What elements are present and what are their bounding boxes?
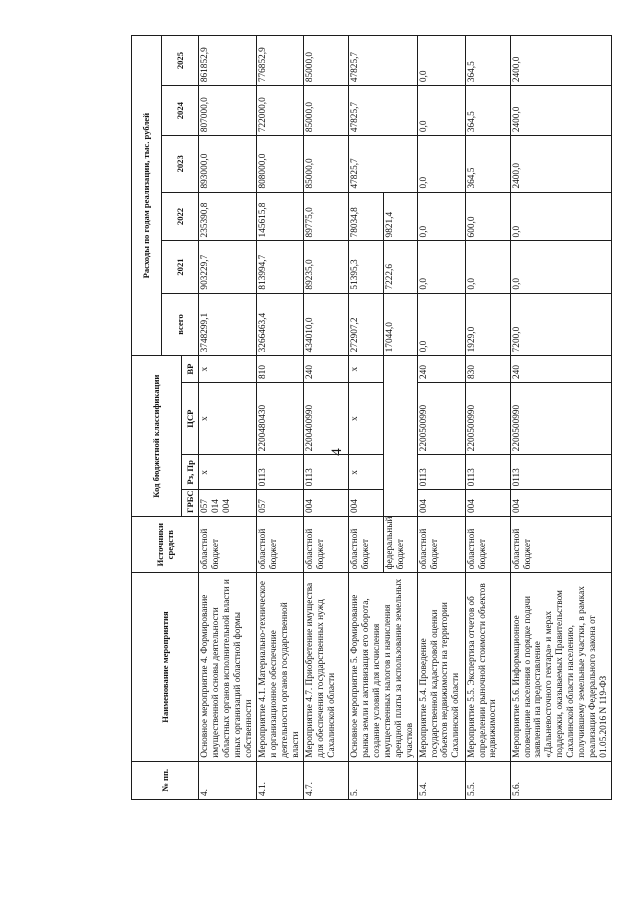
cell-name: Мероприятие 4.7. Приобретение имущества для обеспечения государственных нужд Сахалинской области <box>303 573 348 761</box>
cell-no: 5. <box>348 761 417 799</box>
cell-csr: 2200500990 <box>417 382 465 454</box>
cell-2021: 89235,0 <box>303 241 348 293</box>
cell-2024: 0,0 <box>417 86 465 136</box>
cell-vr: 240 <box>303 356 348 383</box>
cell-vr: 240 <box>510 356 612 383</box>
cell-grbs: 004 <box>510 490 612 517</box>
cell-source: областной бюджет <box>417 517 465 573</box>
cell-csr: х <box>199 382 257 454</box>
header-name: Наименование мероприятия <box>132 573 199 761</box>
table-row <box>303 36 348 800</box>
header-expenses-group: Расходы по годам реализации, тыс. рублей <box>132 36 162 356</box>
header-source: Источники средств <box>132 517 199 573</box>
cell-vr: х <box>199 356 257 383</box>
cell-2023: 364,5 <box>465 136 510 192</box>
cell-2022: 600,0 <box>465 192 510 241</box>
cell-name: Мероприятие 4.1. Материально-техническое и организационное обеспечение деятельности органов государственной власти <box>256 573 303 761</box>
cell-source: областной бюджет <box>199 517 257 573</box>
cell-2025: 364,5 <box>465 36 510 86</box>
header-csr: ЦСР <box>182 382 199 454</box>
cell-total: 272907,2 <box>348 293 383 356</box>
cell-no: 4. <box>199 761 257 799</box>
header-2022: 2022 <box>162 192 199 241</box>
header-total: всего <box>162 293 199 356</box>
cell-source: областной бюджет <box>303 517 348 573</box>
cell-vr: 830 <box>465 356 510 383</box>
cell-2021: 0,0 <box>510 241 612 293</box>
cell-name: Мероприятие 5.6. Информационное оповещение населения о порядке подачи заявлений на предоставление «Дальневосточного гектара» и мерах поддержки, оказываемых Правительством Сахалинской области населению, получившему земельные участки, в рамках реализации Федерального закона от 01.05.2016 N 119-ФЗ <box>510 573 612 761</box>
table-row <box>199 36 257 800</box>
cell-name: Основное мероприятие 4. Формирование имущественной основы деятельности областных органов исполнительной власти и иных организаций областной формы собственности <box>199 573 257 761</box>
cell-total: 3266463,4 <box>256 293 303 356</box>
cell-total: 0,0 <box>417 293 465 356</box>
cell-no: 4.7. <box>303 761 348 799</box>
cell-2023: 47825,7 <box>348 136 417 192</box>
cell-2023: 85000,0 <box>303 136 348 192</box>
header-2024: 2024 <box>162 86 199 136</box>
cell-csr: 2200500990 <box>465 382 510 454</box>
cell-2025: 47825,7 <box>348 36 417 86</box>
cell-2022: 78034,8 <box>348 192 383 241</box>
cell-2025: 2400,0 <box>510 36 612 86</box>
cell-total: 7200,0 <box>510 293 612 356</box>
cell-total: 3748299,1 <box>199 293 257 356</box>
cell-csr: 2200400990 <box>303 382 348 454</box>
table-row <box>465 36 510 800</box>
cell-2021: 813994,7 <box>256 241 303 293</box>
cell-2021: 7222,6 <box>383 241 417 293</box>
cell-rzpr: 0113 <box>465 455 510 490</box>
header-grbs: ГРБС <box>182 490 199 517</box>
cell-code-empty <box>383 356 417 517</box>
cell-2024: 2400,0 <box>510 86 612 136</box>
cell-2022: 145615,8 <box>256 192 303 241</box>
cell-source: областной бюджет <box>510 517 612 573</box>
cell-vr: 240 <box>417 356 465 383</box>
cell-source: областной бюджет <box>256 517 303 573</box>
header-no: № пп. <box>132 761 199 799</box>
table-row <box>417 36 465 800</box>
cell-csr: х <box>348 382 383 454</box>
cell-rzpr: х <box>348 455 383 490</box>
table-row <box>348 36 383 800</box>
table-header <box>132 36 199 800</box>
header-code-group: Код бюджетной классификации <box>132 356 182 517</box>
cell-2021: 0,0 <box>417 241 465 293</box>
cell-grbs: 004 <box>348 490 383 517</box>
cell-2022: 9821,4 <box>383 192 417 241</box>
cell-2021: 51395,3 <box>348 241 383 293</box>
cell-source: областной бюджет <box>465 517 510 573</box>
cell-2021: 0,0 <box>465 241 510 293</box>
cell-csr: 2200480430 <box>256 382 303 454</box>
cell-2024: 85000,0 <box>303 86 348 136</box>
cell-csr: 2200500990 <box>510 382 612 454</box>
cell-rzpr: х <box>199 455 257 490</box>
cell-source: областной бюджет <box>348 517 383 573</box>
table-row <box>510 36 612 800</box>
cell-2024: 47825,7 <box>348 86 417 136</box>
cell-2025: 0,0 <box>417 36 465 86</box>
cell-no: 5.6. <box>510 761 612 799</box>
cell-2022: 0,0 <box>510 192 612 241</box>
cell-2023: 808000,0 <box>256 136 303 192</box>
header-2025: 2025 <box>162 36 199 86</box>
cell-2025: 776852,9 <box>256 36 303 86</box>
cell-no: 4.1. <box>256 761 303 799</box>
cell-grbs: 057 <box>256 490 303 517</box>
cell-name: Мероприятие 5.5. Экспертиза отчетов об определении рыночной стоимости объектов недвижимости <box>465 573 510 761</box>
cell-2023: 0,0 <box>417 136 465 192</box>
header-2023: 2023 <box>162 136 199 192</box>
cell-no: 5.5. <box>465 761 510 799</box>
page-number: 4 <box>329 448 345 456</box>
header-rzpr: Рз, Пр <box>182 455 199 490</box>
cell-rzpr: 0113 <box>303 455 348 490</box>
cell-grbs: 004 <box>417 490 465 517</box>
budget-table-container <box>131 35 610 800</box>
cell-rzpr: 0113 <box>510 455 612 490</box>
cell-2022: 0,0 <box>417 192 465 241</box>
cell-grbs: 004 <box>303 490 348 517</box>
cell-total: 17044,0 <box>383 293 417 356</box>
cell-2025: 85000,0 <box>303 36 348 86</box>
cell-vr: 810 <box>256 356 303 383</box>
cell-2022: 235390,8 <box>199 192 257 241</box>
cell-2024: 722000,0 <box>256 86 303 136</box>
cell-2023: 893000,0 <box>199 136 257 192</box>
cell-2022: 89775,0 <box>303 192 348 241</box>
header-2021: 2021 <box>162 241 199 293</box>
cell-2024: 807000,0 <box>199 86 257 136</box>
cell-2024: 364,5 <box>465 86 510 136</box>
cell-name: Основное мероприятие 5. Формирование рынка земли и активизация его оборота, создание условий для исчисления имущественных налогов и начисления арендной платы за использование земельных участков <box>348 573 417 761</box>
cell-grbs: 004 <box>465 490 510 517</box>
table-body <box>199 36 612 800</box>
cell-rzpr: 0113 <box>417 455 465 490</box>
cell-2021: 903229,7 <box>199 241 257 293</box>
cell-total: 1929,0 <box>465 293 510 356</box>
cell-2023: 2400,0 <box>510 136 612 192</box>
cell-rzpr: 0113 <box>256 455 303 490</box>
cell-source: федеральный бюджет <box>383 517 417 573</box>
table-row <box>256 36 303 800</box>
cell-grbs: 057 014 004 <box>199 490 257 517</box>
cell-2025: 861852,9 <box>199 36 257 86</box>
header-vr: ВР <box>182 356 199 383</box>
cell-total: 434010,0 <box>303 293 348 356</box>
budget-table <box>131 35 612 800</box>
cell-vr: х <box>348 356 383 383</box>
cell-name: Мероприятие 5.4. Проведение государственной кадастровой оценки объектов недвижимости на территории Сахалинской области <box>417 573 465 761</box>
cell-no: 5.4. <box>417 761 465 799</box>
